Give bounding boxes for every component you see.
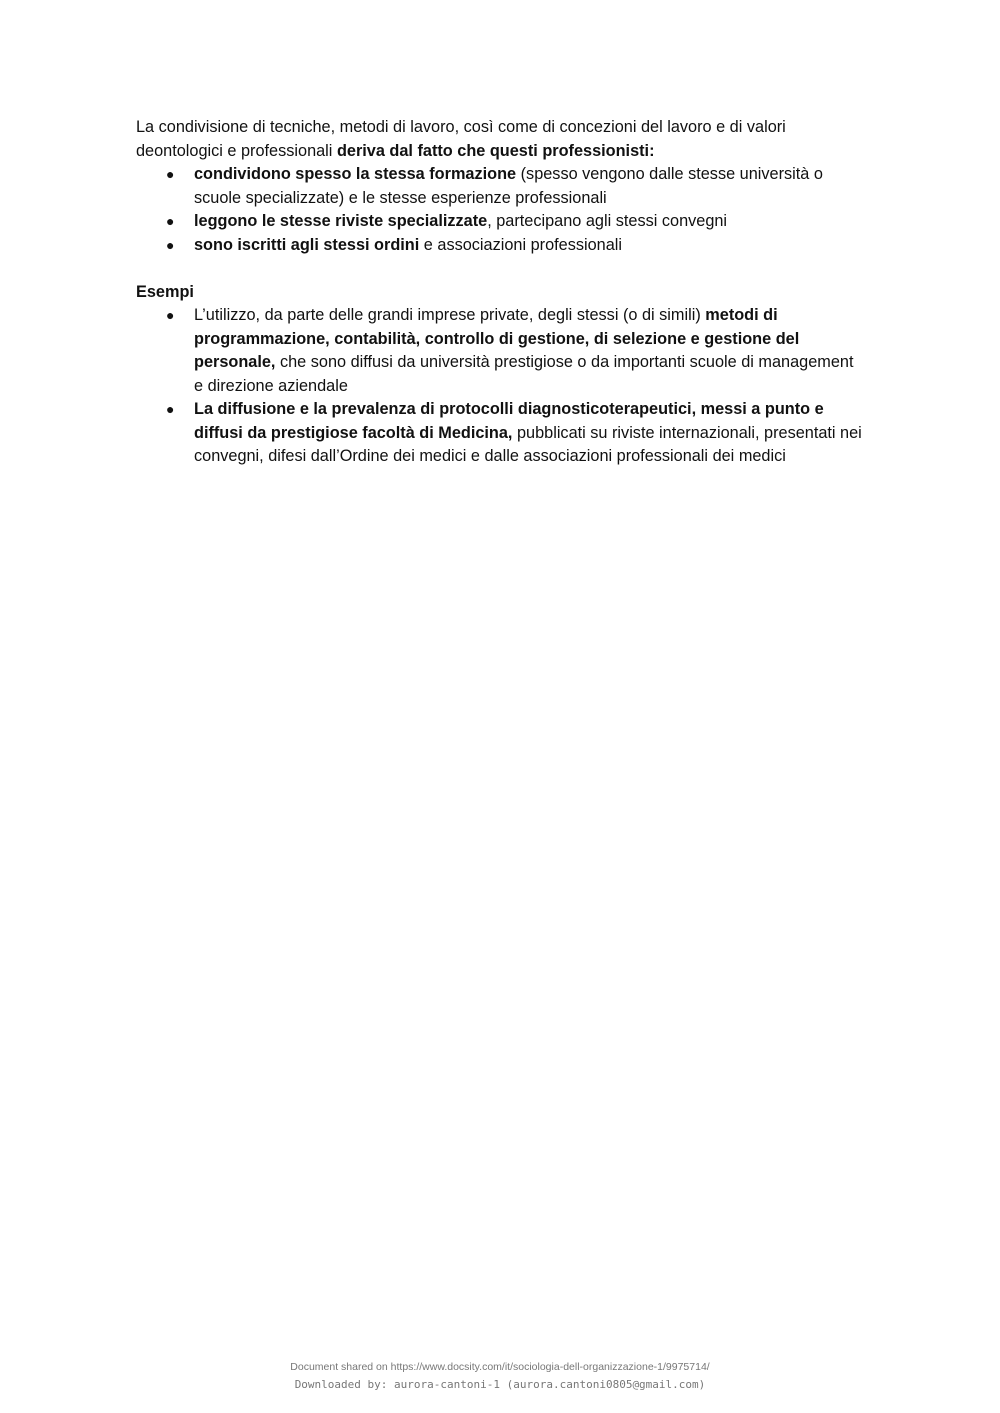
bullet-icon: ● — [166, 213, 175, 229]
examples-list — [136, 304, 866, 469]
list-item: ● L’utilizzo, da parte delle grandi imprese private, degli stessi (o di simili) metodi di programmazione, contabilità, controllo di gestione, di selezione e gestione del personale, che sono diffusi da università prestigiose o da importanti scuole di management e direzione aziendale — [166, 306, 854, 395]
bullet-icon: ● — [166, 401, 175, 417]
list-item: ● La diffusione e la prevalenza di protocolli diagnosticoterapeutici, messi a punto e diffusi da prestigiose facoltà di Medicina, pubblicati su riviste internazionali, presentati nei convegni, difesi dall’Ordine dei medici e dalle associazioni professionali dei medici — [166, 400, 862, 465]
bullet-icon: ● — [166, 166, 175, 182]
footer-downloaded-text: Downloaded by: aurora-cantoni-1 (aurora.cantoni0805@gmail.com) — [294, 1378, 706, 1391]
intro-paragraph — [136, 116, 866, 163]
examples-heading: Esempi — [136, 282, 194, 301]
list-item: ● sono iscritti agli stessi ordini e associazioni professionali — [136, 234, 866, 258]
spacer — [136, 257, 866, 281]
intro-text: La condivisione di tecniche, metodi di lavoro, così come di concezioni del lavoro e di valori deontologici e professionali — [136, 118, 786, 160]
list-item: ● leggono le stesse riviste specializzate, partecipano agli stessi convegni — [136, 210, 866, 234]
footer-shared-text: Document shared on https://www.docsity.com/it/sociologia-dell-organizzazione-1/9975714/ — [290, 1361, 710, 1373]
list-item: ● condividono spesso la stessa formazione (spesso vengono dalle stesse università o scuole specializzate) e le stesse esperienze professionali — [166, 165, 823, 207]
bullet-icon: ● — [166, 307, 175, 323]
intro-bold-text: deriva dal fatto che questi professionisti: — [336, 141, 655, 160]
bullet-icon: ● — [166, 236, 175, 253]
document-body — [136, 116, 866, 469]
reasons-list — [136, 163, 866, 257]
